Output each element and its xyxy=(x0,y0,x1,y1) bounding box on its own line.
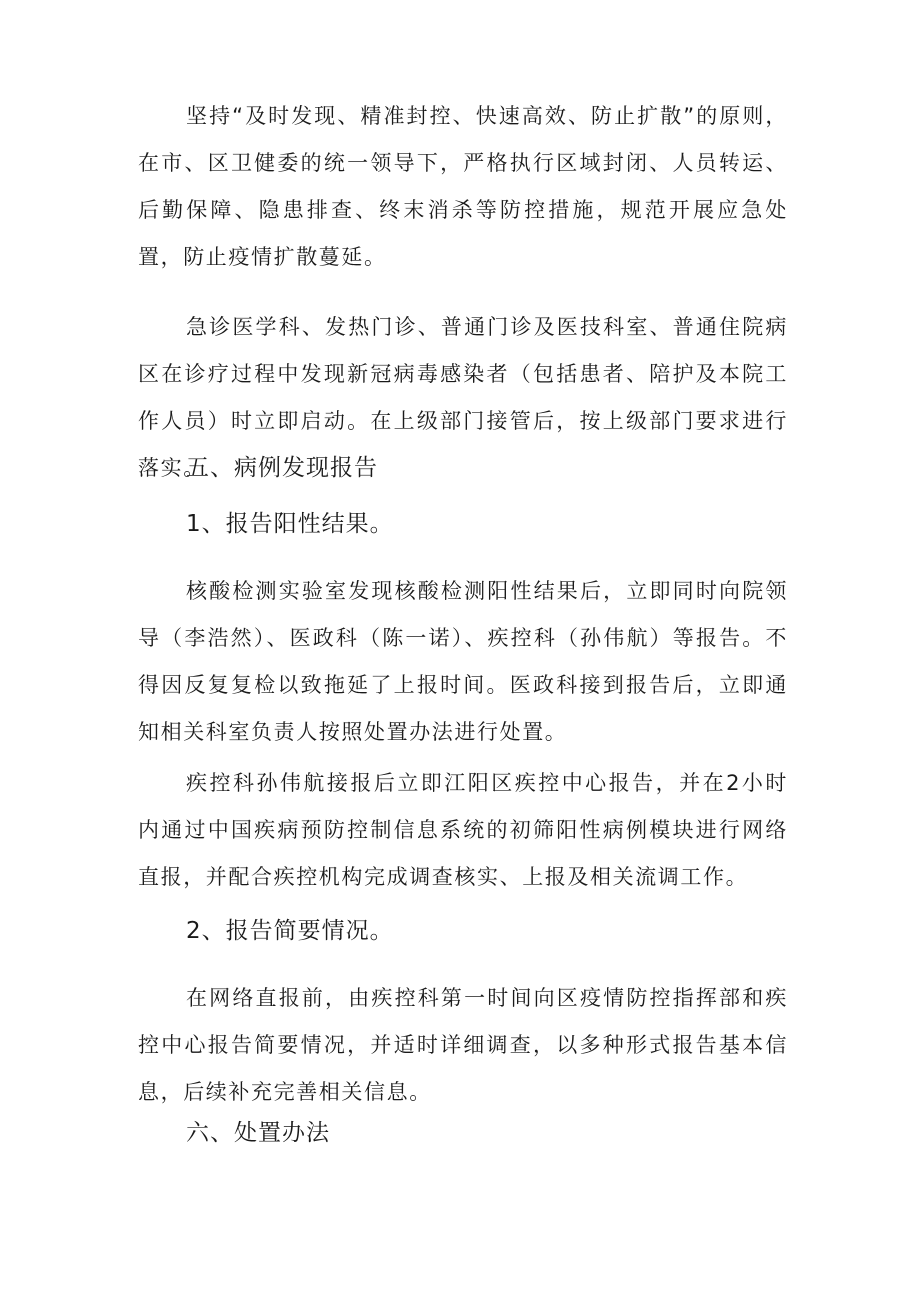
paragraph-principle: 坚持“及时发现、精准封控、快速高效、防止扩散”的原则，在市、区卫健委的统一领导下，严格执行区域封闭、人员转运、后勤保障、隐患排查、终末消杀等防控措施，规范开展应急处置，防止疫情扩散蔓延。 xyxy=(138,104,788,269)
section-heading-disposal: 六、处置办法 xyxy=(186,1120,330,1146)
paragraph-cdc-report: 疾控科孙伟航接报后立即江阳区疾控中心报告，并在2小时内通过中国疾病预防控制信息系统的初筛阳性病例模块进行网络直报，并配合疾控机构完成调查核实、上报及相关流调工作。 xyxy=(138,771,788,889)
subheading-positive-result: 1、报告阳性结果。 xyxy=(186,511,394,537)
paragraph-lab-report: 核酸检测实验室发现核酸检测阳性结果后，立即同时向院领导（李浩然）、医政科（陈一诺）、疾控科（孙伟航）等报告。不得因反复复检以致拖延了上报时间。医政科接到报告后，立即通知相关科室负责人按照处置办法进行处置。 xyxy=(138,579,788,744)
paragraph-trigger: 急诊医学科、发热门诊、普通门诊及医技科室、普通住院病区在诊疗过程中发现新冠病毒感染者（包括患者、陪护及本院工作人员）时立即启动。在上级部门接管后，按上级部门要求进行落实。 xyxy=(138,315,788,480)
subheading-brief-report: 2、报告简要情况。 xyxy=(186,918,394,944)
paragraph-brief-situation: 在网络直报前，由疾控科第一时间向区疫情防控指挥部和疾控中心报告简要情况，并适时详细调查，以多种形式报告基本信息，后续补充完善相关信息。 xyxy=(138,986,788,1104)
section-heading-case-report: 五、病例发现报告 xyxy=(186,455,378,481)
